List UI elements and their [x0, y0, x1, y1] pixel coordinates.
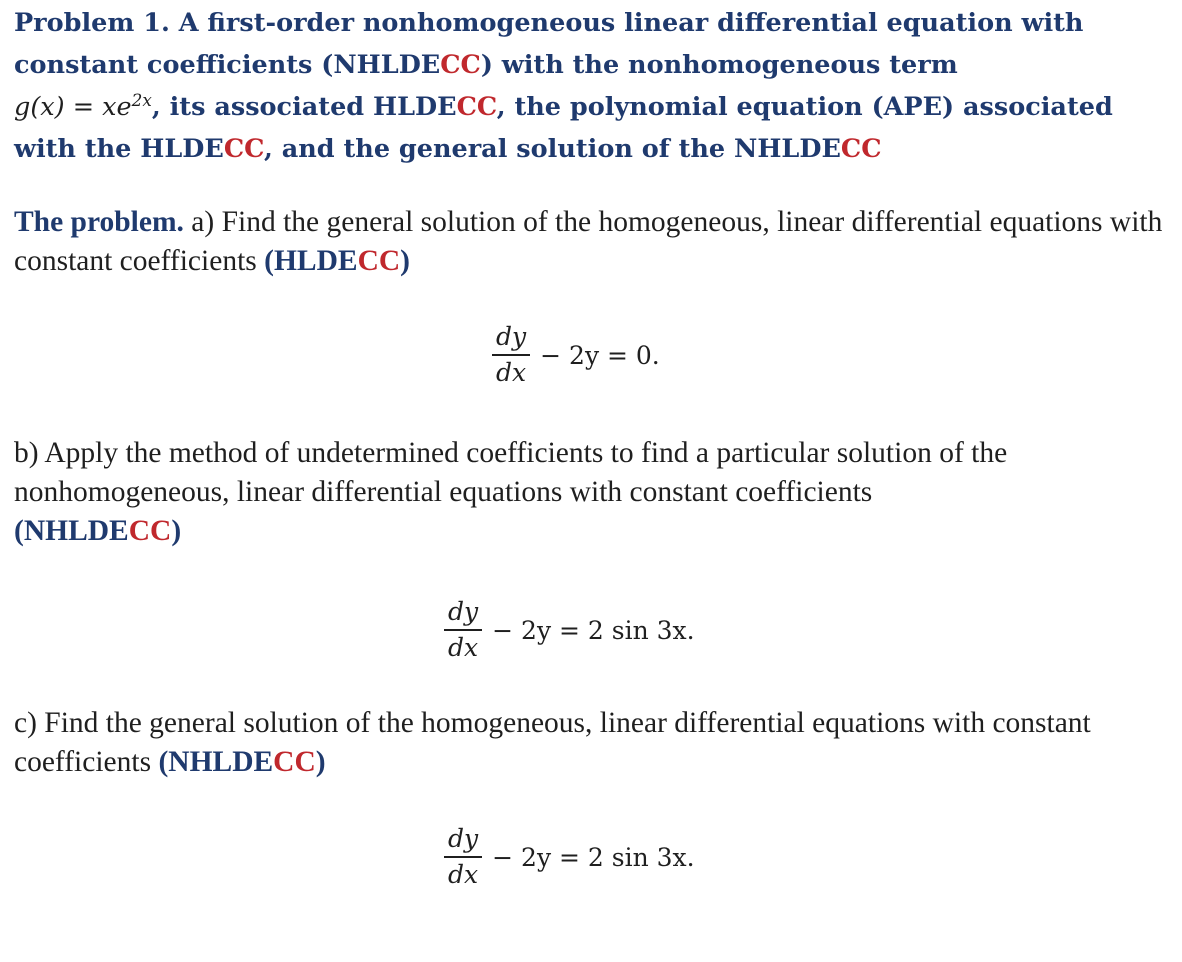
title-part-c: , its associated HLDE [151, 92, 457, 122]
fraction-denominator: dx [448, 633, 479, 662]
part-a-acronym [264, 245, 410, 277]
problem-title [14, 2, 1164, 170]
part-c-acronym [158, 746, 325, 778]
acr-cc: CC [273, 746, 316, 778]
acr-close: ) [315, 746, 326, 778]
g-function [14, 89, 152, 122]
part-c-body: c) Find the general solution of the homogeneous, linear differential equations with constant coefficients [14, 707, 1091, 778]
part-a-text [14, 203, 1164, 281]
fraction-numerator: dy [444, 597, 482, 631]
part-b-text [14, 434, 1164, 551]
equation-a [492, 322, 660, 388]
fraction-numerator: dy [444, 824, 482, 858]
acr-cc: CC [357, 245, 401, 277]
g-lhs: g(x) = xe [14, 92, 132, 122]
fraction-denominator: dx [496, 358, 527, 387]
title-cc-2: CC [456, 92, 497, 122]
derivative-fraction [444, 824, 482, 890]
derivative-fraction [444, 597, 482, 663]
equation-b [444, 597, 695, 663]
fraction-denominator: dx [448, 860, 479, 889]
acr-open: (NHLDE [14, 515, 129, 547]
part-a-body: a) Find the general solution of the homogeneous, linear differential equations with constant coefficients [14, 206, 1163, 277]
title-part-b: ) with the nonhomogeneous term [480, 50, 958, 80]
g-exponent: 2x [131, 89, 152, 110]
part-c-text [14, 704, 1164, 782]
acr-close: ) [171, 515, 182, 547]
title-part-d: , the polynomial equation (APE) associated with the HLDE [14, 92, 1113, 164]
acr-open: (NHLDE [158, 746, 274, 778]
title-cc-3: CC [223, 134, 264, 164]
acr-close: ) [400, 245, 410, 277]
acr-open: (HLDE [264, 245, 358, 277]
title-cc-4: CC [840, 134, 882, 164]
equation-rhs: − 2y = 2 sin 3x. [492, 615, 695, 645]
problem-lead: The problem. [14, 206, 184, 238]
title-cc-1: CC [440, 50, 481, 80]
equation-c [444, 824, 695, 890]
equation-rhs: − 2y = 2 sin 3x. [492, 842, 695, 872]
title-part-e: , and the general solution of the NHLDE [263, 134, 841, 164]
fraction-numerator: dy [492, 322, 530, 356]
part-b-body: b) Apply the method of undetermined coefficients to find a particular solution of the nonhomogeneous, linear differential equations with constant coefficients [14, 437, 1008, 508]
equation-rhs: − 2y = 0. [540, 340, 660, 370]
part-b-acronym [14, 515, 181, 547]
title-part-a: Problem 1. A first-order nonhomogeneous linear differential equation with constant coefficients (NHLDE [14, 8, 1084, 80]
acr-cc: CC [128, 515, 172, 547]
derivative-fraction [492, 322, 530, 388]
